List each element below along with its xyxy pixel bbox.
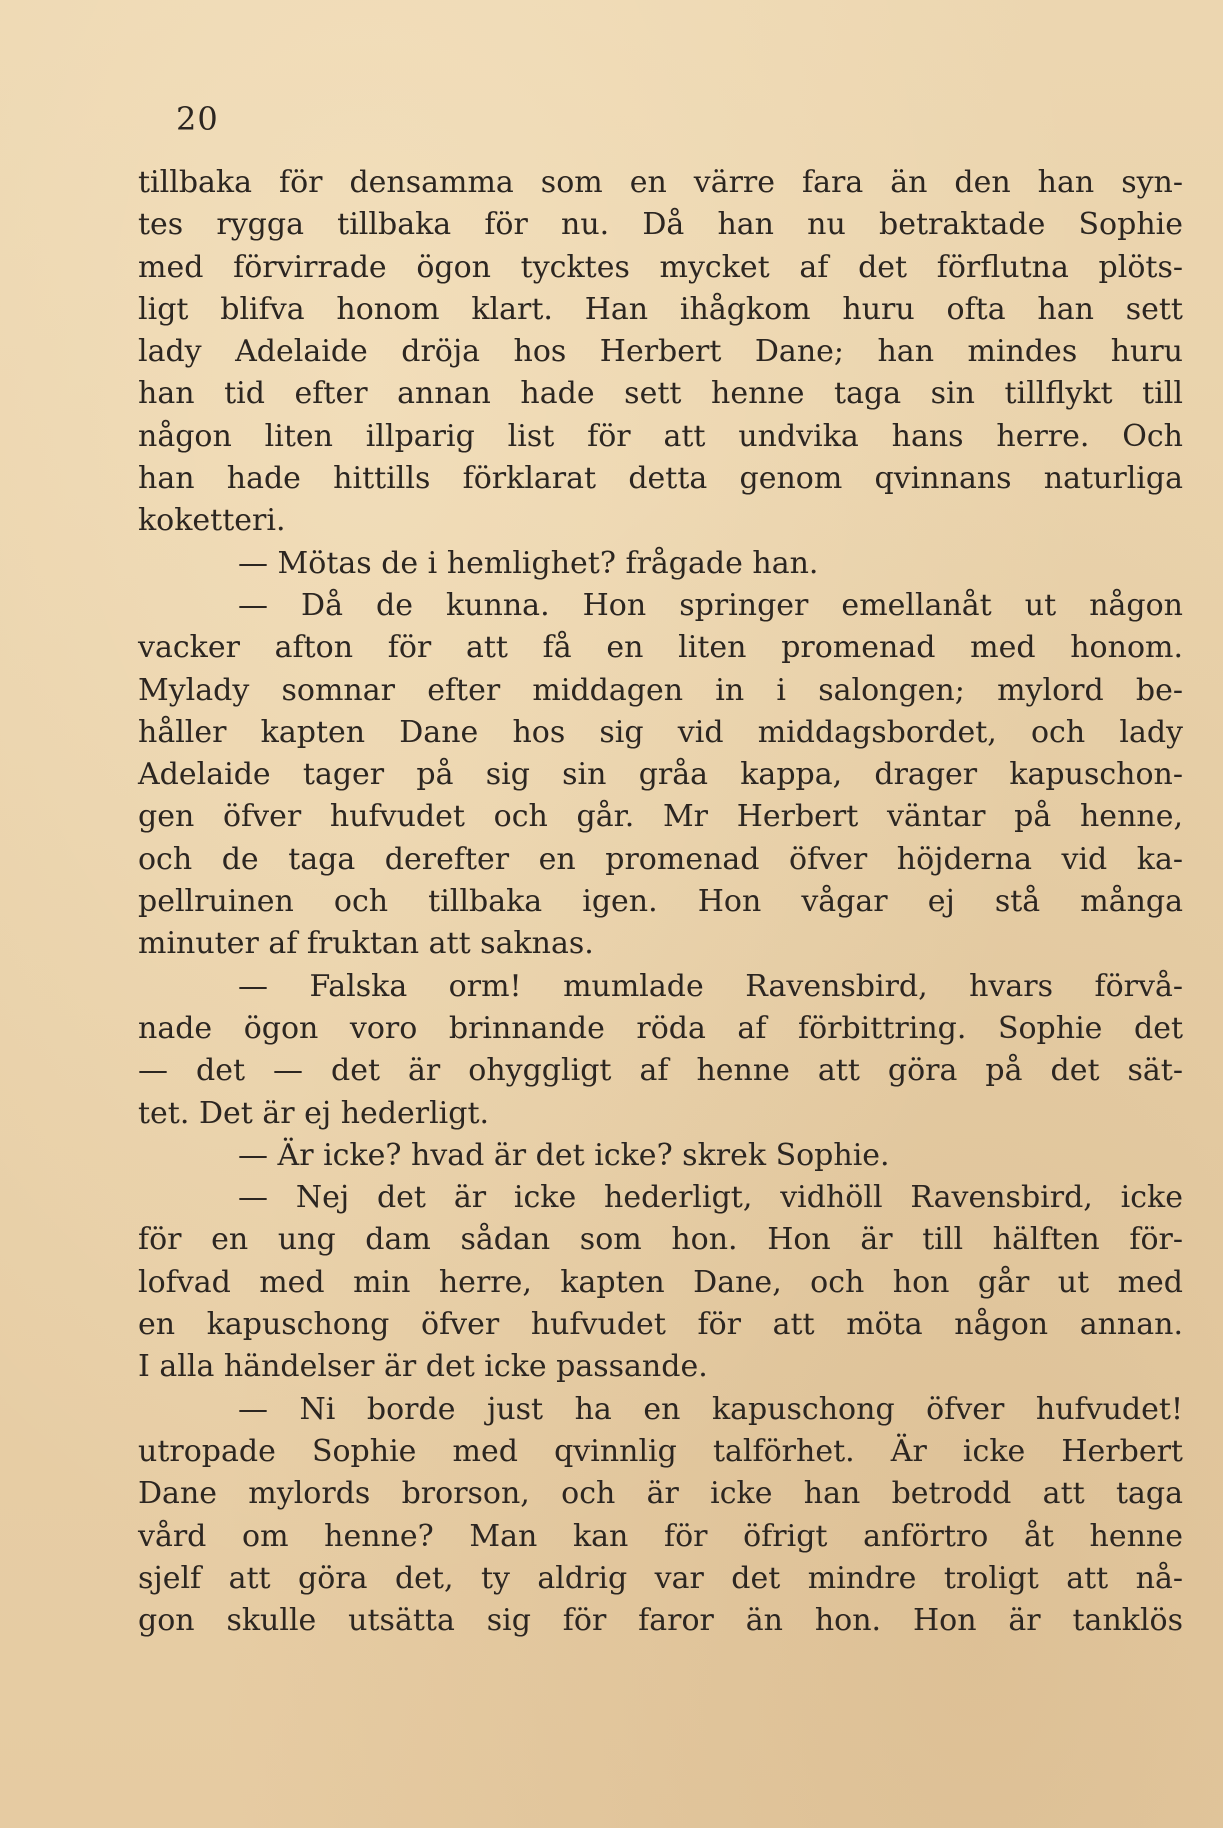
text-line: Mylady somnar efter middagen in i salongen; mylord be- (138, 672, 1183, 708)
text-line: gon skulle utsätta sig för faror än hon. Hon är tanklös (138, 1603, 1183, 1639)
text-line: en kapuschong öfver hufvudet för att möta någon annan. (138, 1307, 1183, 1343)
text-line: ligt blifva honom klart. Han ihågkom huru ofta han sett (138, 291, 1183, 327)
page-text (138, 162, 1183, 1642)
text-line: med förvirrade ögon tycktes mycket af det förflutna plöts- (138, 249, 1183, 285)
text-line: för en ung dam sådan som hon. Hon är till hälften för- (138, 1222, 1183, 1258)
text-line: nade ögon voro brinnande röda af förbittring. Sophie det (138, 1010, 1183, 1046)
text-line: I alla händelser är det icke passande. (138, 1349, 708, 1385)
text-line: lady Adelaide dröja hos Herbert Dane; han mindes huru (138, 334, 1183, 370)
text-line: minuter af fruktan att saknas. (138, 926, 594, 962)
text-line: håller kapten Dane hos sig vid middagsbordet, och lady (138, 714, 1183, 750)
text-line: och de taga derefter en promenad öfver höjderna vid ka- (138, 841, 1183, 877)
page-number: 20 (176, 100, 219, 138)
text-line: — Nej det är icke hederligt, vidhöll Ravensbird, icke (238, 1180, 1183, 1216)
text-line: koketteri. (138, 503, 286, 539)
text-line: han hade hittills förklarat detta genom qvinnans naturliga (138, 461, 1183, 497)
text-line: — det — det är ohyggligt af henne att göra på det sät- (138, 1053, 1183, 1089)
text-line: — Falska orm! mumlade Ravensbird, hvars förvå- (238, 968, 1183, 1004)
text-line: någon liten illparig list för att undvika hans herre. Och (138, 418, 1183, 454)
text-line: vård om henne? Man kan för öfrigt anförtro åt henne (138, 1518, 1183, 1554)
text-line: tes rygga tillbaka för nu. Då han nu betraktade Sophie (138, 207, 1183, 243)
text-line: tet. Det är ej hederligt. (138, 1095, 490, 1131)
text-line: vacker afton för att få en liten promenad med honom. (138, 630, 1183, 666)
text-line: gen öfver hufvudet och går. Mr Herbert väntar på henne, (138, 799, 1183, 835)
text-line: — Ni borde just ha en kapuschong öfver hufvudet! (238, 1391, 1183, 1427)
text-line: tillbaka för densamma som en värre fara än den han syn- (138, 165, 1183, 200)
text-line: lofvad med min herre, kapten Dane, och hon går ut med (138, 1264, 1183, 1300)
text-line: pellruinen och tillbaka igen. Hon vågar ej stå många (138, 884, 1183, 920)
text-line: utropade Sophie med qvinnlig talförhet. Är icke Herbert (138, 1433, 1183, 1469)
text-line: — Är icke? hvad är det icke? skrek Sophie. (238, 1137, 890, 1173)
text-line: — Då de kunna. Hon springer emellanåt ut någon (238, 587, 1183, 623)
text-line: han tid efter annan hade sett henne taga sin tillflykt till (138, 376, 1183, 412)
text-line: sjelf att göra det, ty aldrig var det mindre troligt att nå- (138, 1560, 1183, 1596)
text-line: Dane mylords brorson, och är icke han betrodd att taga (138, 1476, 1183, 1512)
text-line: — Mötas de i hemlighet? frågade han. (238, 545, 819, 581)
text-line: Adelaide tager på sig sin gråa kappa, drager kapuschon- (138, 757, 1183, 793)
